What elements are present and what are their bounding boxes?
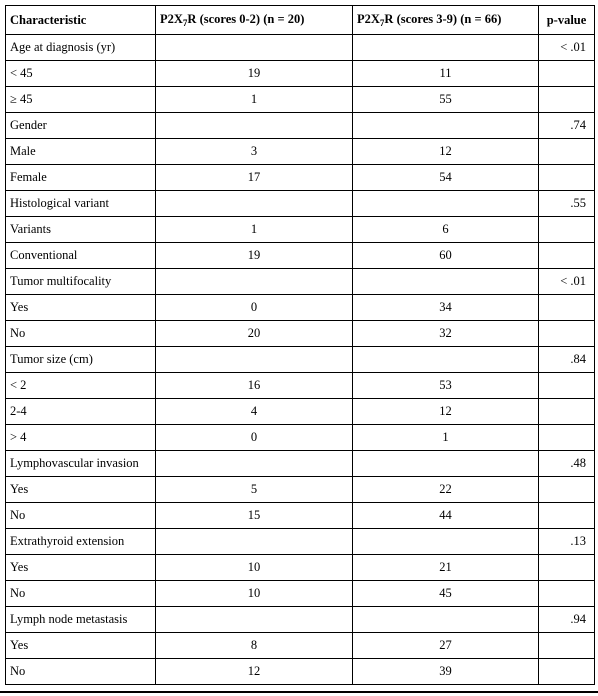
cell-high-score: 55	[353, 87, 539, 113]
header-high-score	[353, 6, 539, 35]
row-label: Yes	[6, 295, 156, 321]
row-label: No	[6, 581, 156, 607]
cell-pvalue	[539, 581, 595, 607]
cell-high-score: 22	[353, 477, 539, 503]
cell-high-score: 1	[353, 425, 539, 451]
table-row	[6, 503, 595, 529]
cell-pvalue	[539, 165, 595, 191]
table-row	[6, 113, 595, 139]
header-high-suffix: R (scores 3-9) (n = 66)	[384, 12, 502, 26]
cell-low-score: 19	[156, 61, 353, 87]
cell-pvalue	[539, 217, 595, 243]
row-label: Tumor size (cm)	[6, 347, 156, 373]
cell-low-score	[156, 529, 353, 555]
table-row	[6, 165, 595, 191]
cell-low-score	[156, 113, 353, 139]
header-low-subscript: 7	[182, 18, 188, 28]
cell-high-score: 6	[353, 217, 539, 243]
table-row	[6, 35, 595, 61]
row-label: Age at diagnosis (yr)	[6, 35, 156, 61]
row-label: Tumor multifocality	[6, 269, 156, 295]
header-low-suffix: R (scores 0-2) (n = 20)	[187, 12, 305, 26]
row-label: Histological variant	[6, 191, 156, 217]
row-label: No	[6, 659, 156, 685]
row-label: Lymph node metastasis	[6, 607, 156, 633]
cell-low-score: 4	[156, 399, 353, 425]
row-label: ≥ 45	[6, 87, 156, 113]
table-row	[6, 451, 595, 477]
cell-low-score	[156, 269, 353, 295]
cell-high-score: 11	[353, 61, 539, 87]
header-low-score	[156, 6, 353, 35]
row-label: Yes	[6, 633, 156, 659]
cell-high-score	[353, 347, 539, 373]
cell-pvalue	[539, 321, 595, 347]
table-row	[6, 425, 595, 451]
cell-low-score: 0	[156, 295, 353, 321]
cell-pvalue	[539, 633, 595, 659]
cell-pvalue	[539, 295, 595, 321]
row-label: No	[6, 503, 156, 529]
table-row	[6, 295, 595, 321]
row-label: No	[6, 321, 156, 347]
table-row	[6, 243, 595, 269]
cell-low-score	[156, 451, 353, 477]
cell-high-score	[353, 113, 539, 139]
table-row	[6, 321, 595, 347]
cell-pvalue	[539, 477, 595, 503]
cell-high-score	[353, 269, 539, 295]
cell-low-score: 8	[156, 633, 353, 659]
cell-pvalue: .74	[539, 113, 595, 139]
cell-high-score: 21	[353, 555, 539, 581]
table-row	[6, 581, 595, 607]
cell-low-score	[156, 191, 353, 217]
table-row	[6, 529, 595, 555]
cell-high-score: 12	[353, 139, 539, 165]
header-characteristic: Characteristic	[6, 6, 156, 35]
header-high-prefix: P2X	[357, 12, 380, 26]
row-label: > 4	[6, 425, 156, 451]
cell-pvalue	[539, 139, 595, 165]
table-row	[6, 633, 595, 659]
cell-pvalue	[539, 659, 595, 685]
cell-high-score: 44	[353, 503, 539, 529]
cell-low-score	[156, 35, 353, 61]
cell-pvalue	[539, 243, 595, 269]
cell-low-score: 3	[156, 139, 353, 165]
row-label: Female	[6, 165, 156, 191]
cell-high-score	[353, 607, 539, 633]
bottom-rule	[0, 691, 598, 693]
cell-pvalue: .94	[539, 607, 595, 633]
cell-low-score: 1	[156, 87, 353, 113]
cell-pvalue	[539, 555, 595, 581]
cell-high-score: 45	[353, 581, 539, 607]
row-label: Yes	[6, 555, 156, 581]
table-row	[6, 139, 595, 165]
cell-low-score: 20	[156, 321, 353, 347]
cell-low-score: 16	[156, 373, 353, 399]
table-row	[6, 399, 595, 425]
cell-high-score: 32	[353, 321, 539, 347]
cell-low-score: 17	[156, 165, 353, 191]
cell-low-score: 10	[156, 581, 353, 607]
cell-low-score: 12	[156, 659, 353, 685]
cell-high-score: 34	[353, 295, 539, 321]
cell-high-score: 54	[353, 165, 539, 191]
row-label: Gender	[6, 113, 156, 139]
row-label: Extrathyroid extension	[6, 529, 156, 555]
cell-pvalue	[539, 373, 595, 399]
table-row	[6, 269, 595, 295]
header-low-prefix: P2X	[160, 12, 183, 26]
cell-pvalue	[539, 399, 595, 425]
table-row	[6, 87, 595, 113]
row-label: < 45	[6, 61, 156, 87]
table-row	[6, 347, 595, 373]
cell-high-score	[353, 35, 539, 61]
row-label: 2-4	[6, 399, 156, 425]
cell-high-score: 39	[353, 659, 539, 685]
cell-pvalue: < .01	[539, 35, 595, 61]
table-row	[6, 373, 595, 399]
table-body	[6, 35, 595, 685]
cell-low-score: 10	[156, 555, 353, 581]
cell-pvalue	[539, 87, 595, 113]
table-row	[6, 217, 595, 243]
row-label: Variants	[6, 217, 156, 243]
cell-pvalue: .55	[539, 191, 595, 217]
cell-low-score: 1	[156, 217, 353, 243]
table-row	[6, 61, 595, 87]
cell-low-score	[156, 347, 353, 373]
cell-low-score: 5	[156, 477, 353, 503]
characteristics-table	[5, 5, 595, 685]
cell-low-score	[156, 607, 353, 633]
cell-low-score: 19	[156, 243, 353, 269]
table-row	[6, 477, 595, 503]
cell-high-score: 60	[353, 243, 539, 269]
row-label: < 2	[6, 373, 156, 399]
cell-pvalue: < .01	[539, 269, 595, 295]
cell-low-score: 0	[156, 425, 353, 451]
table-row	[6, 659, 595, 685]
cell-pvalue	[539, 503, 595, 529]
table-row	[6, 191, 595, 217]
row-label: Male	[6, 139, 156, 165]
cell-high-score: 53	[353, 373, 539, 399]
cell-high-score: 27	[353, 633, 539, 659]
cell-pvalue: .48	[539, 451, 595, 477]
cell-low-score: 15	[156, 503, 353, 529]
row-label: Lymphovascular invasion	[6, 451, 156, 477]
cell-pvalue	[539, 425, 595, 451]
cell-pvalue: .84	[539, 347, 595, 373]
table-row	[6, 555, 595, 581]
cell-high-score	[353, 529, 539, 555]
cell-high-score	[353, 191, 539, 217]
header-pvalue: p-value	[539, 6, 595, 35]
table-row	[6, 607, 595, 633]
row-label: Yes	[6, 477, 156, 503]
header-row	[6, 6, 595, 35]
header-high-subscript: 7	[379, 18, 385, 28]
row-label: Conventional	[6, 243, 156, 269]
cell-high-score	[353, 451, 539, 477]
cell-pvalue	[539, 61, 595, 87]
cell-pvalue: .13	[539, 529, 595, 555]
cell-high-score: 12	[353, 399, 539, 425]
